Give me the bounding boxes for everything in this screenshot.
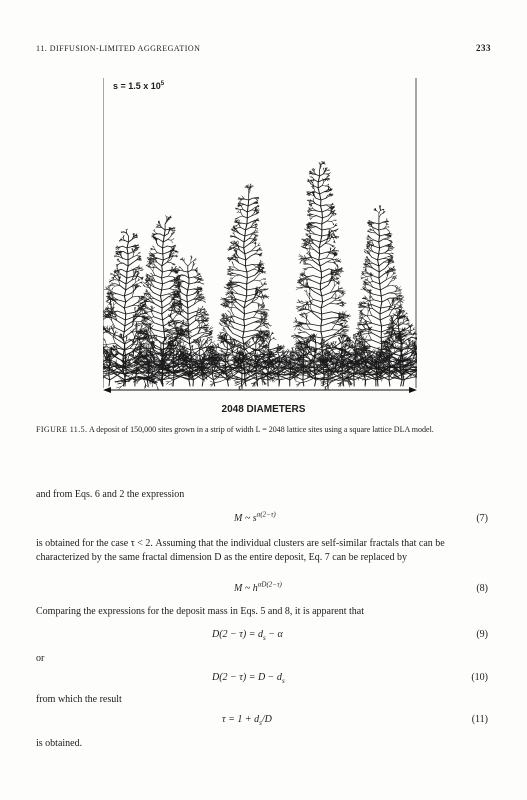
caption-label: FIGURE 11.5. <box>36 425 88 434</box>
caption-text: A deposit of 150,000 sites grown in a strip of width L = 2048 lattice sites using a square lattice DLA model. <box>88 425 434 434</box>
equation-11-number: (11) <box>471 714 488 725</box>
deposit-size-label: s = 1.5 x $10^5$ <box>113 81 165 91</box>
equation-8: M ~ $h^{\alpha D(2-\tau)}$ (8) <box>234 580 488 594</box>
paragraph-4: or <box>36 653 45 664</box>
equation-8-number: (8) <box>476 583 488 594</box>
equation-10-number: (10) <box>471 672 488 683</box>
equation-9: $D(2 - \tau) = d_s - \alpha$ (9) <box>212 629 488 642</box>
equation-10: $D(2 - \tau) = D - d_s$ (10) <box>212 672 488 685</box>
scale-bar-arrow <box>103 384 417 396</box>
paragraph-6: is obtained. <box>36 738 83 749</box>
dla-figure <box>103 76 417 390</box>
paragraph-2: is obtained for the case τ < 2. Assuming that the individual clusters are self-similar fractals that can be characterized by the same fractal dimension D as the entire deposit, Eq. 7 can be replaced by <box>36 538 445 563</box>
paragraph-3: Comparing the expressions for the deposit mass in Eqs. 5 and 8, it is apparent that <box>36 606 364 617</box>
equation-11: $\tau = 1 + d_s/D$ (11) <box>222 714 488 727</box>
paragraph-1: and from Eqs. 6 and 2 the expression <box>36 489 185 500</box>
running-title: 11. DIFFUSION-LIMITED AGGREGATION <box>36 44 201 53</box>
scale-label: 2048 DIAMETERS <box>221 404 306 415</box>
page-number: 233 <box>476 43 491 53</box>
paragraph-5: from which the result <box>36 694 122 705</box>
equation-9-number: (9) <box>476 629 488 640</box>
equation-7: M ~ $s^{\alpha(2-\tau)}$ (7) <box>234 510 488 524</box>
figure-caption <box>36 424 488 435</box>
dla-deposit-image <box>103 76 417 390</box>
equation-7-number: (7) <box>476 513 488 524</box>
